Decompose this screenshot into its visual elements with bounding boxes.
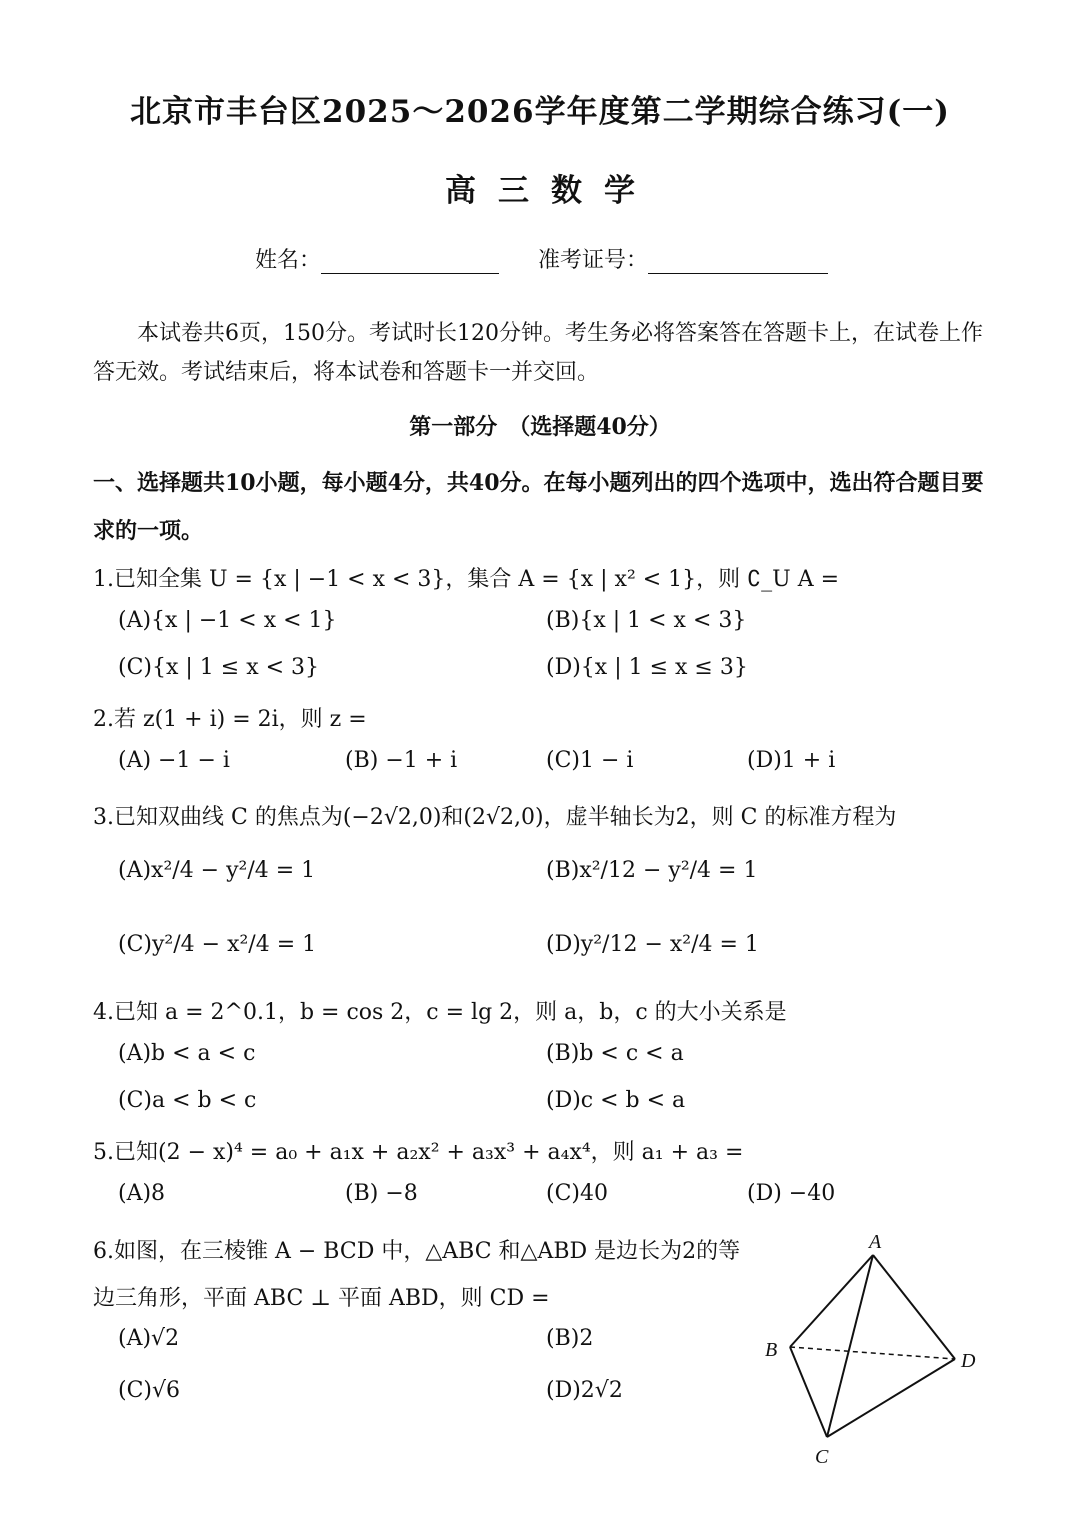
- option-1a[interactable]: (A){x | −1 < x < 1}: [118, 608, 337, 633]
- question-number: 5.: [93, 1140, 114, 1165]
- edge-cd: [827, 1359, 955, 1437]
- question-1: [93, 562, 839, 593]
- question-number: 4.: [93, 1000, 114, 1025]
- option-2b[interactable]: (B) −1 + i: [345, 748, 458, 773]
- question-stem: 已知双曲线 C 的焦点为(−2√2,0)和(2√2,0)，虚半轴长为2，则 C 的标准方程为: [114, 805, 897, 830]
- option-3a[interactable]: (A)x²/4 − y²/4 = 1: [118, 858, 316, 883]
- option-5d[interactable]: (D) −40: [747, 1181, 836, 1206]
- option-3d[interactable]: (D)y²/12 − x²/4 = 1: [546, 932, 759, 957]
- name-field: [255, 243, 499, 274]
- edge-bd-hidden: [790, 1347, 955, 1359]
- question-number: 2.: [93, 707, 114, 732]
- option-5b[interactable]: (B) −8: [345, 1181, 418, 1206]
- question-2: [93, 702, 367, 733]
- question-stem: 已知(2 − x)⁴ = a₀ + a₁x + a₂x² + a₃x³ + a₄x⁴，则 a₁ + a₃ =: [114, 1140, 744, 1165]
- option-1c[interactable]: (C){x | 1 ≤ x < 3}: [118, 655, 320, 680]
- vertex-label-b: B: [765, 1339, 778, 1361]
- option-4c[interactable]: (C)a < b < c: [118, 1088, 257, 1113]
- option-1b[interactable]: (B){x | 1 < x < 3}: [546, 608, 747, 633]
- id-label: 准考证号：: [538, 248, 649, 273]
- question-4: [93, 995, 787, 1026]
- question-stem: 已知 a = 2^0.1，b = cos 2，c = lg 2，则 a，b，c 的大小关系是: [114, 1000, 787, 1025]
- question-stem: 已知全集 U = {x | −1 < x < 3}，集合 A = {x | x² < 1}，则 ∁_U A =: [114, 567, 840, 592]
- option-6d[interactable]: (D)2√2: [546, 1378, 623, 1403]
- option-3c[interactable]: (C)y²/4 − x²/4 = 1: [118, 932, 317, 957]
- option-6b[interactable]: (B)2: [546, 1326, 594, 1351]
- id-blank[interactable]: [648, 251, 828, 274]
- question-number: 3.: [93, 805, 114, 830]
- vertex-label-d: D: [961, 1350, 976, 1372]
- option-1d[interactable]: (D){x | 1 ≤ x ≤ 3}: [546, 655, 748, 680]
- question-stem: 若 z(1 + i) = 2i，则 z =: [114, 707, 367, 732]
- option-5a[interactable]: (A)8: [118, 1181, 166, 1206]
- vertex-label-a: A: [869, 1231, 882, 1253]
- edge-ad: [873, 1255, 955, 1359]
- option-4d[interactable]: (D)c < b < a: [546, 1088, 686, 1113]
- option-3b[interactable]: (B)x²/12 − y²/4 = 1: [546, 858, 758, 883]
- part-one-title: 第一部分 （选择题40分）: [409, 414, 671, 440]
- option-4b[interactable]: (B)b < c < a: [546, 1041, 684, 1066]
- tetrahedron-figure: [755, 1225, 995, 1475]
- exam-title: 北京市丰台区2025～2026学年度第二学期综合练习(一): [130, 94, 950, 130]
- section-instruction: 一、选择题共10小题，每小题4分，共40分。在每小题列出的四个选项中，选出符合题目要求的一项。: [93, 470, 984, 544]
- edge-bc: [790, 1347, 827, 1437]
- question-6: [93, 1228, 743, 1322]
- option-5c[interactable]: (C)40: [546, 1181, 608, 1206]
- option-2a[interactable]: (A) −1 − i: [118, 748, 230, 773]
- option-4a[interactable]: (A)b < a < c: [118, 1041, 256, 1066]
- option-6c[interactable]: (C)√6: [118, 1378, 181, 1403]
- option-2d[interactable]: (D)1 + i: [747, 748, 836, 773]
- question-stem: 如图，在三棱锥 A − BCD 中，△ABC 和△ABD 是边长为2的等边三角形，平面 ABC ⊥ 平面 ABD，则 CD =: [93, 1239, 741, 1311]
- question-number: 6.: [93, 1239, 114, 1264]
- id-field: [538, 243, 828, 274]
- option-2c[interactable]: (C)1 − i: [546, 748, 634, 773]
- question-5: [93, 1135, 743, 1166]
- question-3: [93, 800, 896, 831]
- question-number: 1.: [93, 567, 114, 592]
- option-6a[interactable]: (A)√2: [118, 1326, 180, 1351]
- name-label: 姓名：: [255, 248, 322, 273]
- name-blank[interactable]: [321, 251, 499, 274]
- subject-title: 高三数学: [445, 173, 657, 209]
- vertex-label-c: C: [815, 1446, 829, 1468]
- edge-ac: [827, 1255, 873, 1437]
- exam-instructions: 本试卷共6页，150分。考试时长120分钟。考生务必将答案答在答题卡上，在试卷上作答无效。考试结束后，将本试卷和答题卡一并交回。: [93, 321, 983, 385]
